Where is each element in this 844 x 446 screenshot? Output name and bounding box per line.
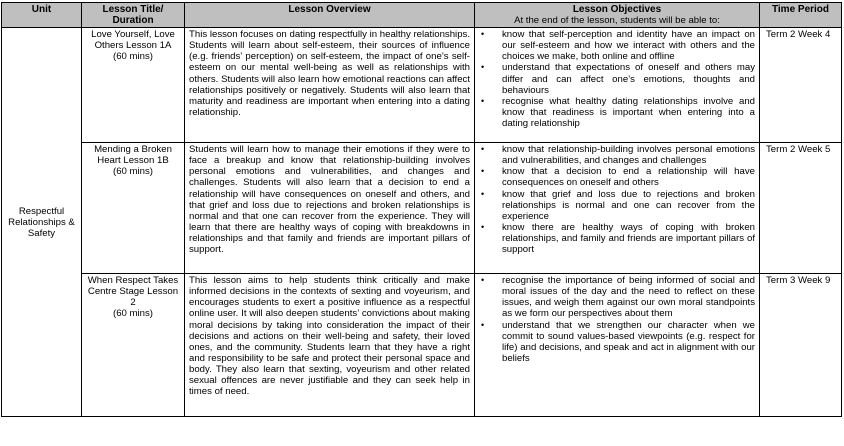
list-item: • know that a decision to end a relationship will have consequences on oneself and others	[481, 166, 755, 189]
list-item: • understand that expectations of oneself and others may differ and can affect one’s emotions, thoughts and behaviours	[481, 62, 755, 96]
lesson-overview: This lesson aims to help students think critically and make informed decisions in the contexts of sexting and voyeurism, and encourages students to exert a positive influence as a respectful online user. It will also deepen students’ convictions about making moral decisions by taking into consideration the impact of their decisions and actions on their well-being and safety, their loved ones, and the community. Students learn that they have a right and responsibility to be safe and protect their personal space and body. They also learn that sexting, voyeurism and other related sexual offences are never justifiable and they can seek help in times of need.	[185, 274, 475, 417]
lesson-title: When Respect Takes Centre Stage Lesson 2	[87, 275, 179, 309]
lesson-overview: Students will learn how to manage their emotions if they were to face a breakup and know that relationship-building involves personal emotions and vulnerabilities, and changes and challenges. Students will also learn that a decision to end a relationship will have consequences on oneself and others, and that grief and loss due to rejections and broken relationships is normal and that one can recover from the experience. They will learn that there are healthy ways of coping with breakdowns in relationships and that family and friends are important pillars of support.	[185, 143, 475, 274]
objectives-list	[475, 144, 755, 255]
lesson-title-header: Lesson Title/ Duration	[82, 3, 185, 28]
table-row	[2, 143, 842, 274]
table-row	[2, 274, 842, 417]
unit-cell: Respectful Relationships & Safety	[2, 28, 82, 417]
lesson-objectives	[475, 28, 760, 143]
bullet-icon: •	[481, 144, 485, 155]
lesson-objectives-header	[475, 3, 760, 28]
lesson-duration: (60 mins)	[113, 166, 153, 178]
list-item: • know that relationship-building involves personal emotions and vulnerabilities, and changes and challenges	[481, 144, 755, 167]
lesson-objectives	[475, 143, 760, 274]
lesson-title: Mending a Broken Heart Lesson 1B	[94, 144, 172, 167]
lesson-overview-header: Lesson Overview	[185, 3, 475, 28]
table-row	[2, 28, 842, 143]
lesson-title: Love Yourself, Love Others Lesson 1A	[91, 29, 175, 52]
lesson-duration: (60 mins)	[113, 51, 153, 63]
list-item: • recognise the importance of being informed of social and moral issues of the day and the need to reflect on these issues, and weigh them against our own moral standpoints as we form our perspectives about them	[481, 275, 755, 320]
lessons-table	[1, 2, 842, 417]
bullet-icon: •	[481, 29, 485, 40]
header-row	[2, 3, 842, 28]
bullet-icon: •	[481, 188, 485, 199]
lesson-title-cell	[82, 28, 185, 143]
objectives-list	[475, 275, 755, 364]
list-item: • know that self-perception and identity have an impact on our self-esteem and how we interact with others and the choices we make, both online and offline	[481, 29, 755, 63]
lesson-title-cell	[82, 143, 185, 274]
lesson-duration: (60 mins)	[113, 308, 153, 320]
list-item: • understand that we strengthen our character when we commit to sound values-based viewpoints (e.g. respect for life) and decisions, and speak and act in alignment with our beliefs	[481, 319, 755, 364]
objectives-list	[475, 29, 755, 129]
time-period: Term 2 Week 4	[760, 28, 842, 143]
lesson-overview: This lesson focuses on dating respectfully in healthy relationships. Students will learn about self-esteem, their sources of influence (e.g. friends’ perception) on self-esteem, the impact of one’s self-esteem on our mental well-being as well as relationships with others. Students will also learn how emotional reactions can affect relationships positively or negatively. Students will also learn that maturity and readiness are important when entering into a dating relationship.	[185, 28, 475, 143]
lesson-objectives	[475, 274, 760, 417]
list-item: • know there are healthy ways of coping with broken relationships, and family and friends are important pillars of support	[481, 221, 755, 256]
objectives-header-subtitle: At the end of the lesson, students will be able to:	[514, 15, 720, 27]
objectives-header-title: Lesson Objectives	[572, 4, 662, 15]
unit-header: Unit	[2, 3, 82, 28]
bullet-icon: •	[481, 319, 485, 330]
list-item: • recognise what healthy dating relationships involve and know that readiness is important when entering into a dating relationship	[481, 95, 755, 129]
bullet-icon: •	[481, 221, 485, 232]
bullet-icon: •	[481, 166, 485, 177]
bullet-icon: •	[481, 95, 485, 106]
time-period-header: Time Period	[760, 3, 842, 28]
lesson-title-cell	[82, 274, 185, 417]
bullet-icon: •	[481, 275, 485, 286]
time-period: Term 2 Week 5	[760, 143, 842, 274]
bullet-icon: •	[481, 62, 485, 73]
time-period: Term 3 Week 9	[760, 274, 842, 417]
list-item: • know that grief and loss due to rejections and broken relationships is normal and one can recover from the experience	[481, 188, 755, 222]
